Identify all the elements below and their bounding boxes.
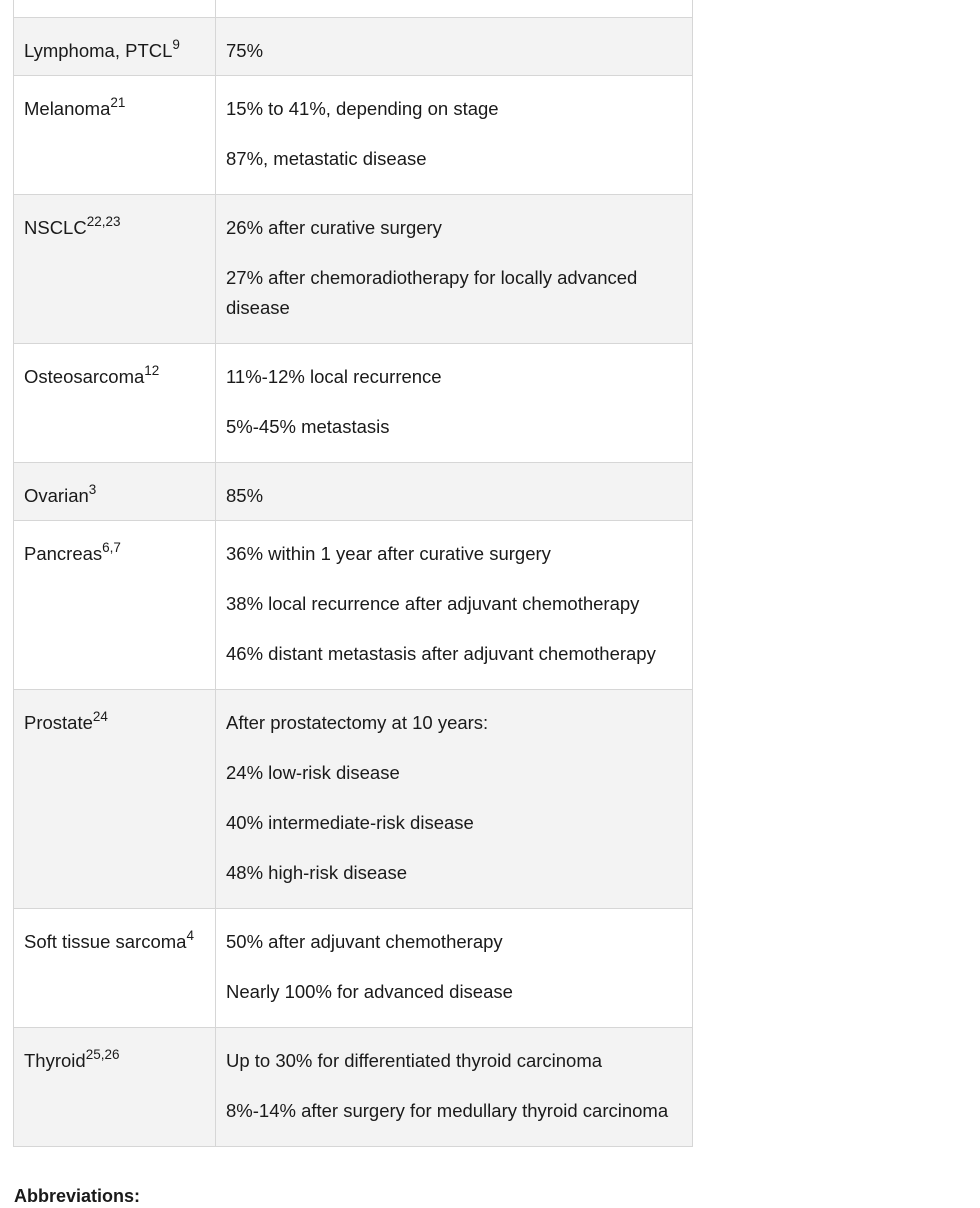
table-cell — [14, 0, 216, 18]
table-row — [14, 690, 693, 909]
recurrence-line: 5%-45% metastasis — [226, 416, 390, 437]
cancer-type-cell — [14, 690, 216, 909]
cancer-type-label: Ovarian — [24, 485, 89, 506]
recurrence-rate-cell — [216, 521, 693, 690]
table-row — [14, 1028, 693, 1147]
cancer-type-label: Prostate — [24, 712, 93, 733]
reference-superscript: 25,26 — [85, 1046, 120, 1062]
table-row — [14, 76, 693, 195]
recurrence-line: 46% distant metastasis after adjuvant chemotherapy — [226, 643, 656, 664]
table-body — [14, 0, 693, 1147]
recurrence-table — [13, 0, 693, 1147]
cancer-type-label: NSCLC — [24, 217, 87, 238]
recurrence-line: 26% after curative surgery — [226, 217, 442, 238]
table-row — [14, 521, 693, 690]
recurrence-line: 87%, metastatic disease — [226, 148, 427, 169]
recurrence-line: After prostatectomy at 10 years: — [226, 712, 489, 733]
reference-superscript: 21 — [110, 94, 126, 110]
recurrence-table-container — [13, 0, 692, 1147]
table-row — [14, 344, 693, 463]
recurrence-line: 11%-12% local recurrence — [226, 366, 442, 387]
cancer-type-cell — [14, 463, 216, 521]
reference-superscript: 4 — [186, 927, 194, 943]
cancer-type-cell — [14, 521, 216, 690]
cancer-type-label: Thyroid — [24, 1050, 86, 1071]
recurrence-line: Up to 30% for differentiated thyroid carcinoma — [226, 1050, 603, 1071]
cancer-type-label: Melanoma — [24, 98, 111, 119]
recurrence-line: 8%-14% after surgery for medullary thyroid carcinoma — [226, 1100, 669, 1121]
recurrence-line: 50% after adjuvant chemotherapy — [226, 931, 503, 952]
cancer-type-cell — [14, 344, 216, 463]
recurrence-rate-cell — [216, 195, 693, 344]
recurrence-line: 40% intermediate-risk disease — [226, 812, 474, 833]
cancer-type-cell — [14, 195, 216, 344]
abbreviations-footnote — [14, 1184, 140, 1208]
table-row-previous — [14, 0, 693, 18]
recurrence-line: 38% local recurrence after adjuvant chemotherapy — [226, 593, 640, 614]
recurrence-line: 15% to 41%, depending on stage — [226, 98, 499, 119]
table-row — [14, 909, 693, 1028]
recurrence-line: 48% high-risk disease — [226, 862, 407, 883]
recurrence-line: Nearly 100% for advanced disease — [226, 981, 513, 1002]
recurrence-rate-cell — [216, 344, 693, 463]
reference-superscript: 12 — [144, 362, 160, 378]
recurrence-rate-cell — [216, 18, 693, 76]
abbreviations-label: Abbreviations: — [14, 1186, 141, 1206]
reference-superscript: 9 — [172, 36, 180, 52]
cancer-type-cell — [14, 18, 216, 76]
recurrence-line: 75% — [226, 40, 264, 61]
table-row — [14, 463, 693, 521]
cancer-type-cell — [14, 76, 216, 195]
recurrence-line: 85% — [226, 485, 264, 506]
cancer-type-cell — [14, 1028, 216, 1147]
cancer-type-cell — [14, 909, 216, 1028]
recurrence-line: 27% after chemoradiotherapy for locally advanced disease — [226, 267, 638, 318]
recurrence-rate-cell — [216, 690, 693, 909]
recurrence-rate-cell — [216, 463, 693, 521]
recurrence-rate-cell — [216, 1028, 693, 1147]
reference-superscript: 6,7 — [102, 539, 121, 555]
cancer-type-label: Soft tissue sarcoma — [24, 931, 187, 952]
recurrence-line: 24% low-risk disease — [226, 762, 400, 783]
cancer-type-label: Lymphoma, PTCL — [24, 40, 173, 61]
table-row — [14, 195, 693, 344]
table-cell — [216, 0, 693, 18]
recurrence-rate-cell — [216, 909, 693, 1028]
cancer-type-label: Osteosarcoma — [24, 366, 145, 387]
recurrence-rate-cell — [216, 76, 693, 195]
table-row — [14, 18, 693, 76]
reference-superscript: 24 — [92, 708, 108, 724]
reference-superscript: 22,23 — [86, 213, 121, 229]
reference-superscript: 3 — [88, 481, 97, 497]
recurrence-line: 36% within 1 year after curative surgery — [226, 543, 551, 564]
cancer-type-label: Pancreas — [24, 543, 103, 564]
